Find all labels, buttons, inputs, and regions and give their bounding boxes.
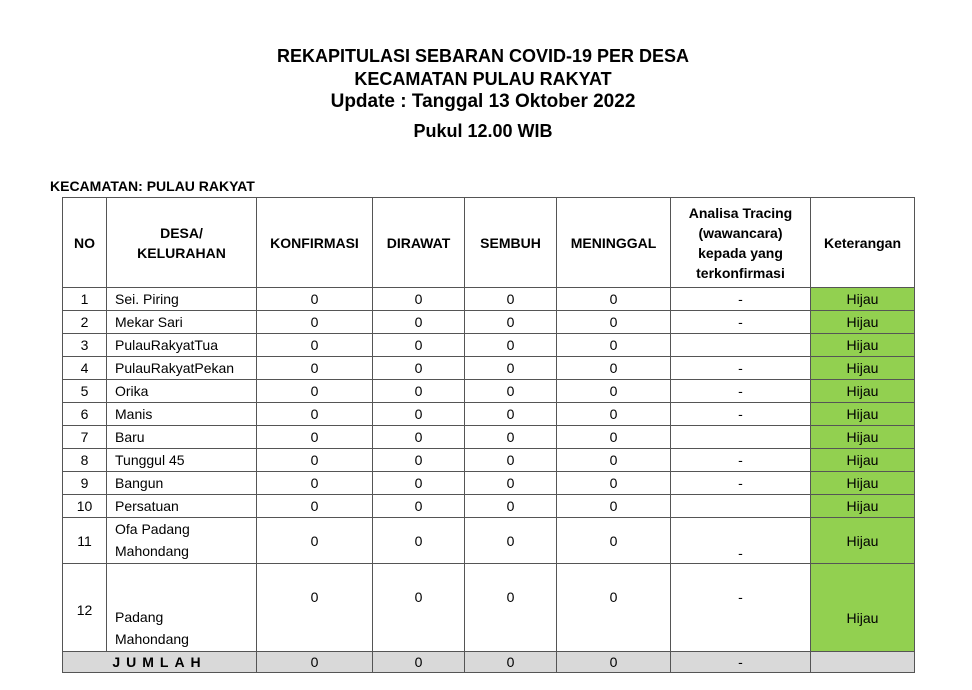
row-desa: Orika bbox=[107, 380, 257, 403]
row-tracing: - bbox=[671, 518, 811, 564]
row-desa: Baru bbox=[107, 426, 257, 449]
row-desa: PulauRakyatPekan bbox=[107, 357, 257, 380]
total-label: JUMLAH bbox=[63, 652, 257, 673]
row-desa-line2: Mahondang bbox=[115, 631, 189, 647]
row-keterangan: Hijau bbox=[811, 288, 915, 311]
row-meninggal: 0 bbox=[557, 311, 671, 334]
table-row bbox=[63, 426, 915, 449]
row-sembuh: 0 bbox=[465, 311, 557, 334]
report-title-block bbox=[0, 44, 966, 148]
total-tracing: - bbox=[671, 652, 811, 673]
row-dirawat: 0 bbox=[373, 495, 465, 518]
header-desa-line2: KELURAHAN bbox=[137, 244, 226, 261]
row-keterangan: Hijau bbox=[811, 518, 915, 564]
row-konfirmasi: 0 bbox=[257, 564, 373, 652]
row-sembuh: 0 bbox=[465, 403, 557, 426]
row-no: 4 bbox=[63, 357, 107, 380]
table-row bbox=[63, 380, 915, 403]
row-sembuh: 0 bbox=[465, 380, 557, 403]
row-konfirmasi: 0 bbox=[257, 380, 373, 403]
row-desa: Manis bbox=[107, 403, 257, 426]
row-tracing bbox=[671, 334, 811, 357]
row-keterangan: Hijau bbox=[811, 426, 915, 449]
row-dirawat: 0 bbox=[373, 311, 465, 334]
report-update-date: Update : Tanggal 13 Oktober 2022 bbox=[330, 91, 636, 112]
header-meninggal: MENINGGAL bbox=[557, 198, 671, 288]
row-konfirmasi: 0 bbox=[257, 311, 373, 334]
table-row bbox=[63, 357, 915, 380]
total-konfirmasi: 0 bbox=[257, 652, 373, 673]
table-row bbox=[63, 334, 915, 357]
row-no: 2 bbox=[63, 311, 107, 334]
row-desa: Tunggul 45 bbox=[107, 449, 257, 472]
row-tracing: - bbox=[671, 564, 811, 652]
table-row bbox=[63, 472, 915, 495]
row-dirawat: 0 bbox=[373, 518, 465, 564]
row-meninggal: 0 bbox=[557, 403, 671, 426]
table-row bbox=[63, 518, 915, 564]
row-sembuh: 0 bbox=[465, 472, 557, 495]
header-tracing-line2: (wawancara) bbox=[698, 224, 783, 241]
table-row bbox=[63, 495, 915, 518]
header-konfirmasi: KONFIRMASI bbox=[257, 198, 373, 288]
row-desa: PulauRakyatTua bbox=[107, 334, 257, 357]
row-konfirmasi: 0 bbox=[257, 334, 373, 357]
header-dirawat: DIRAWAT bbox=[373, 198, 465, 288]
row-meninggal: 0 bbox=[557, 426, 671, 449]
row-konfirmasi: 0 bbox=[257, 403, 373, 426]
row-dirawat: 0 bbox=[373, 334, 465, 357]
row-dirawat: 0 bbox=[373, 403, 465, 426]
row-desa: Mekar Sari bbox=[107, 311, 257, 334]
row-dirawat: 0 bbox=[373, 380, 465, 403]
row-keterangan: Hijau bbox=[811, 334, 915, 357]
total-meninggal: 0 bbox=[557, 652, 671, 673]
row-desa-line1: Padang bbox=[115, 609, 164, 625]
row-no: 12 bbox=[63, 564, 107, 652]
row-no: 9 bbox=[63, 472, 107, 495]
row-desa-line2: Mahondang bbox=[115, 543, 189, 559]
table-header-row bbox=[63, 198, 915, 288]
row-tracing bbox=[671, 426, 811, 449]
row-keterangan: Hijau bbox=[811, 449, 915, 472]
row-keterangan: Hijau bbox=[811, 472, 915, 495]
row-konfirmasi: 0 bbox=[257, 357, 373, 380]
header-tracing-line3: kepada yang bbox=[698, 244, 783, 261]
row-keterangan: Hijau bbox=[811, 495, 915, 518]
row-sembuh: 0 bbox=[465, 334, 557, 357]
row-keterangan: Hijau bbox=[811, 403, 915, 426]
row-keterangan: Hijau bbox=[811, 564, 915, 652]
row-tracing: - bbox=[671, 472, 811, 495]
row-no: 7 bbox=[63, 426, 107, 449]
row-meninggal: 0 bbox=[557, 288, 671, 311]
row-meninggal: 0 bbox=[557, 380, 671, 403]
row-meninggal: 0 bbox=[557, 564, 671, 652]
row-no: 8 bbox=[63, 449, 107, 472]
row-dirawat: 0 bbox=[373, 426, 465, 449]
row-desa-line1: Ofa Padang bbox=[115, 521, 190, 537]
covid-table bbox=[62, 197, 915, 673]
header-tracing-line4: terkonfirmasi bbox=[696, 264, 785, 281]
row-konfirmasi: 0 bbox=[257, 495, 373, 518]
total-row bbox=[63, 652, 915, 673]
row-tracing: - bbox=[671, 403, 811, 426]
row-tracing bbox=[671, 495, 811, 518]
table-row bbox=[63, 449, 915, 472]
row-meninggal: 0 bbox=[557, 357, 671, 380]
header-sembuh: SEMBUH bbox=[465, 198, 557, 288]
row-dirawat: 0 bbox=[373, 357, 465, 380]
row-meninggal: 0 bbox=[557, 334, 671, 357]
row-tracing: - bbox=[671, 311, 811, 334]
row-sembuh: 0 bbox=[465, 495, 557, 518]
report-subtitle: KECAMATAN PULAU RAKYAT bbox=[354, 69, 612, 89]
row-meninggal: 0 bbox=[557, 472, 671, 495]
row-sembuh: 0 bbox=[465, 564, 557, 652]
row-tracing: - bbox=[671, 288, 811, 311]
row-no: 10 bbox=[63, 495, 107, 518]
kecamatan-label: KECAMATAN: PULAU RAKYAT bbox=[50, 178, 255, 194]
report-update-time: Pukul 12.00 WIB bbox=[413, 121, 553, 141]
row-konfirmasi: 0 bbox=[257, 449, 373, 472]
row-meninggal: 0 bbox=[557, 449, 671, 472]
row-no: 1 bbox=[63, 288, 107, 311]
total-dirawat: 0 bbox=[373, 652, 465, 673]
row-no: 5 bbox=[63, 380, 107, 403]
row-desa: Sei. Piring bbox=[107, 288, 257, 311]
row-desa bbox=[107, 564, 257, 652]
row-konfirmasi: 0 bbox=[257, 288, 373, 311]
row-tracing: - bbox=[671, 449, 811, 472]
row-desa: Persatuan bbox=[107, 495, 257, 518]
row-desa: Bangun bbox=[107, 472, 257, 495]
header-desa-line1: DESA/ bbox=[160, 224, 203, 241]
table-row bbox=[63, 403, 915, 426]
row-keterangan: Hijau bbox=[811, 357, 915, 380]
row-konfirmasi: 0 bbox=[257, 426, 373, 449]
row-dirawat: 0 bbox=[373, 449, 465, 472]
row-konfirmasi: 0 bbox=[257, 518, 373, 564]
row-no: 11 bbox=[63, 518, 107, 564]
row-konfirmasi: 0 bbox=[257, 472, 373, 495]
row-no: 3 bbox=[63, 334, 107, 357]
row-keterangan: Hijau bbox=[811, 311, 915, 334]
row-dirawat: 0 bbox=[373, 564, 465, 652]
row-meninggal: 0 bbox=[557, 518, 671, 564]
row-sembuh: 0 bbox=[465, 449, 557, 472]
row-tracing: - bbox=[671, 380, 811, 403]
total-sembuh: 0 bbox=[465, 652, 557, 673]
row-tracing: - bbox=[671, 357, 811, 380]
report-title: REKAPITULASI SEBARAN COVID-19 PER DESA bbox=[276, 46, 690, 66]
row-meninggal: 0 bbox=[557, 495, 671, 518]
table-row bbox=[63, 288, 915, 311]
table-row bbox=[63, 564, 915, 652]
total-keterangan bbox=[811, 652, 915, 673]
row-keterangan: Hijau bbox=[811, 380, 915, 403]
row-sembuh: 0 bbox=[465, 426, 557, 449]
row-sembuh: 0 bbox=[465, 288, 557, 311]
row-sembuh: 0 bbox=[465, 357, 557, 380]
table-row bbox=[63, 311, 915, 334]
row-dirawat: 0 bbox=[373, 472, 465, 495]
header-tracing-line1: Analisa Tracing bbox=[688, 204, 793, 221]
row-sembuh: 0 bbox=[465, 518, 557, 564]
row-dirawat: 0 bbox=[373, 288, 465, 311]
row-no: 6 bbox=[63, 403, 107, 426]
header-tracing bbox=[671, 198, 811, 288]
header-desa bbox=[107, 198, 257, 288]
header-keterangan: Keterangan bbox=[811, 198, 915, 288]
row-desa bbox=[107, 518, 257, 564]
header-no: NO bbox=[63, 198, 107, 288]
